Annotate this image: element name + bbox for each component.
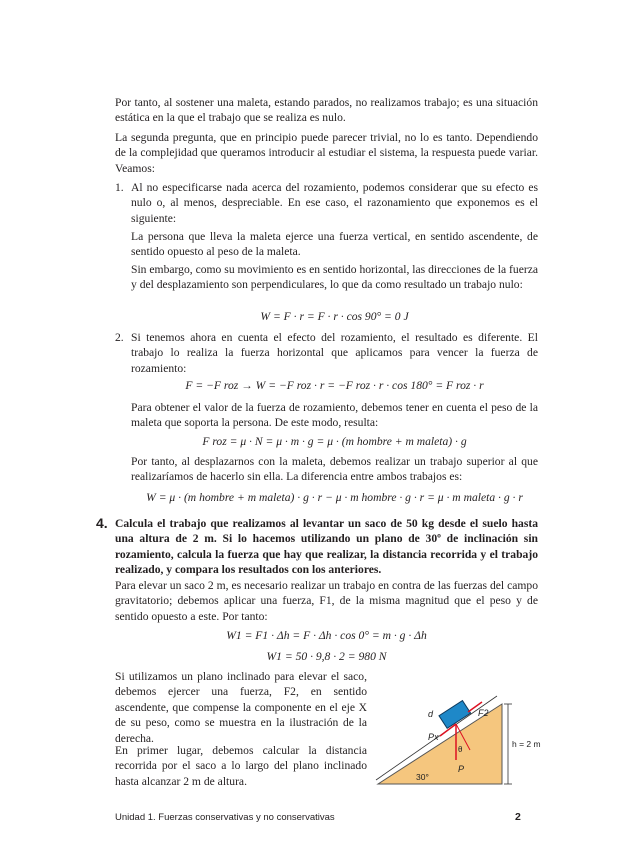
equation-work-zero: W = F · r = F · r · cos 90° = 0 J xyxy=(260,310,409,323)
item-1-number: 1. xyxy=(115,181,124,194)
item-1-sub-1: La persona que lleva la maleta ejerce una fuerza vertical, en sentido ascendente, de sentido opuesto al peso de la maleta. xyxy=(131,230,538,259)
label-angle: 30° xyxy=(416,772,429,782)
question-4-number: 4. xyxy=(96,515,108,531)
equation-work-1-value: W1 = 50 · 9,8 · 2 = 980 N xyxy=(266,650,387,663)
item-2-text: Si tenemos ahora en cuenta el efecto del rozamiento, el resultado es diferente. El trabajo lo realiza la fuerza horizontal que aplicamos para vencer la fuerza de rozamiento: xyxy=(131,331,538,375)
label-height: h = 2 m xyxy=(512,739,541,749)
equation-friction-work: F = −F roz → W = −F roz · r = −F roz · r · cos 180° = F roz · r xyxy=(185,379,484,392)
page-number: 2 xyxy=(515,811,521,823)
paragraph-inclined-plane: Si utilizamos un plano inclinado para elevar el saco, debemos ejercer una fuerza, F2, en sentido ascendente, que compense la componente en el eje X de su peso, como se muestra en la ilustración de la derecha. xyxy=(115,670,367,745)
label-d: d xyxy=(428,709,434,719)
label-f2: F2 xyxy=(478,708,489,718)
label-theta: θ xyxy=(458,745,463,754)
label-p: P xyxy=(458,764,465,774)
item-2-sub-2: Por tanto, al desplazarnos con la maleta, debemos realizar un trabajo superior al que realizaríamos de hacerlo sin ella. La diferencia entre ambos trabajos es: xyxy=(131,455,538,484)
item-2-number: 2. xyxy=(115,331,124,344)
item-2-sub-1: Para obtener el valor de la fuerza de rozamiento, debemos tener en cuenta el peso de la maleta que soporta la persona. De este modo, resulta: xyxy=(131,401,538,430)
paragraph-raise-sack: Para elevar un saco 2 m, es necesario realizar un trabajo en contra de las fuerzas del campo gravitatorio; debemos aplicar una fuerza, F1, de la misma magnitud que el peso y de sentido opuesto a este. Por tanto: xyxy=(115,579,538,623)
footer-unit: Unidad 1. Fuerzas conservativas y no conservativas xyxy=(115,812,335,823)
item-1-text: Al no especificarse nada acerca del rozamiento, podemos considerar que su efecto es nulo o, al menos, despreciable. En ese caso, el razonamiento que exponemos es el siguiente: xyxy=(131,181,538,225)
inclined-plane-figure xyxy=(370,672,555,792)
question-4-title: Calcula el trabajo que realizamos al levantar un saco de 50 kg desde el suelo hasta una altura de 2 m. Si lo hacemos utilizando un plano de 30º de inclinación sin rozamiento, calcula la fuerza que hay que realizar, la distancia recorrida y el trabajo realizado, y compara los resultados con los anteriores. xyxy=(115,517,538,577)
equation-work-1: W1 = F1 · Δh = F · Δh · cos 0° = m · g · Δh xyxy=(226,629,427,642)
equation-work-difference: W = μ · (m hombre + m maleta) · g · r − μ · m hombre · g · r = μ · m maleta · g · r xyxy=(146,491,523,504)
paragraph-second-question: La segunda pregunta, que en principio puede parecer trivial, no lo es tanto. Dependiendo de la complejidad que queramos introducir al estudiar el sistema, la respuesta puede variar. Veamos: xyxy=(115,131,538,175)
paragraph-distance: En primer lugar, debemos calcular la distancia recorrida por el saco a lo largo del plano inclinado hasta alcanzar 2 m de altura. xyxy=(115,744,367,788)
label-px: Px xyxy=(428,732,439,742)
item-1-sub-2: Sin embargo, como su movimiento es en sentido horizontal, las direcciones de la fuerza y del desplazamiento son perpendiculares, lo que da como resultado un trabajo nulo: xyxy=(131,263,538,292)
paragraph-intro: Por tanto, al sostener una maleta, estando parados, no realizamos trabajo; es una situación estática en la que el trabajo que se realiza es nulo. xyxy=(115,96,538,125)
equation-friction-force: F roz = μ · N = μ · m · g = μ · (m hombre + m maleta) · g xyxy=(202,435,467,448)
